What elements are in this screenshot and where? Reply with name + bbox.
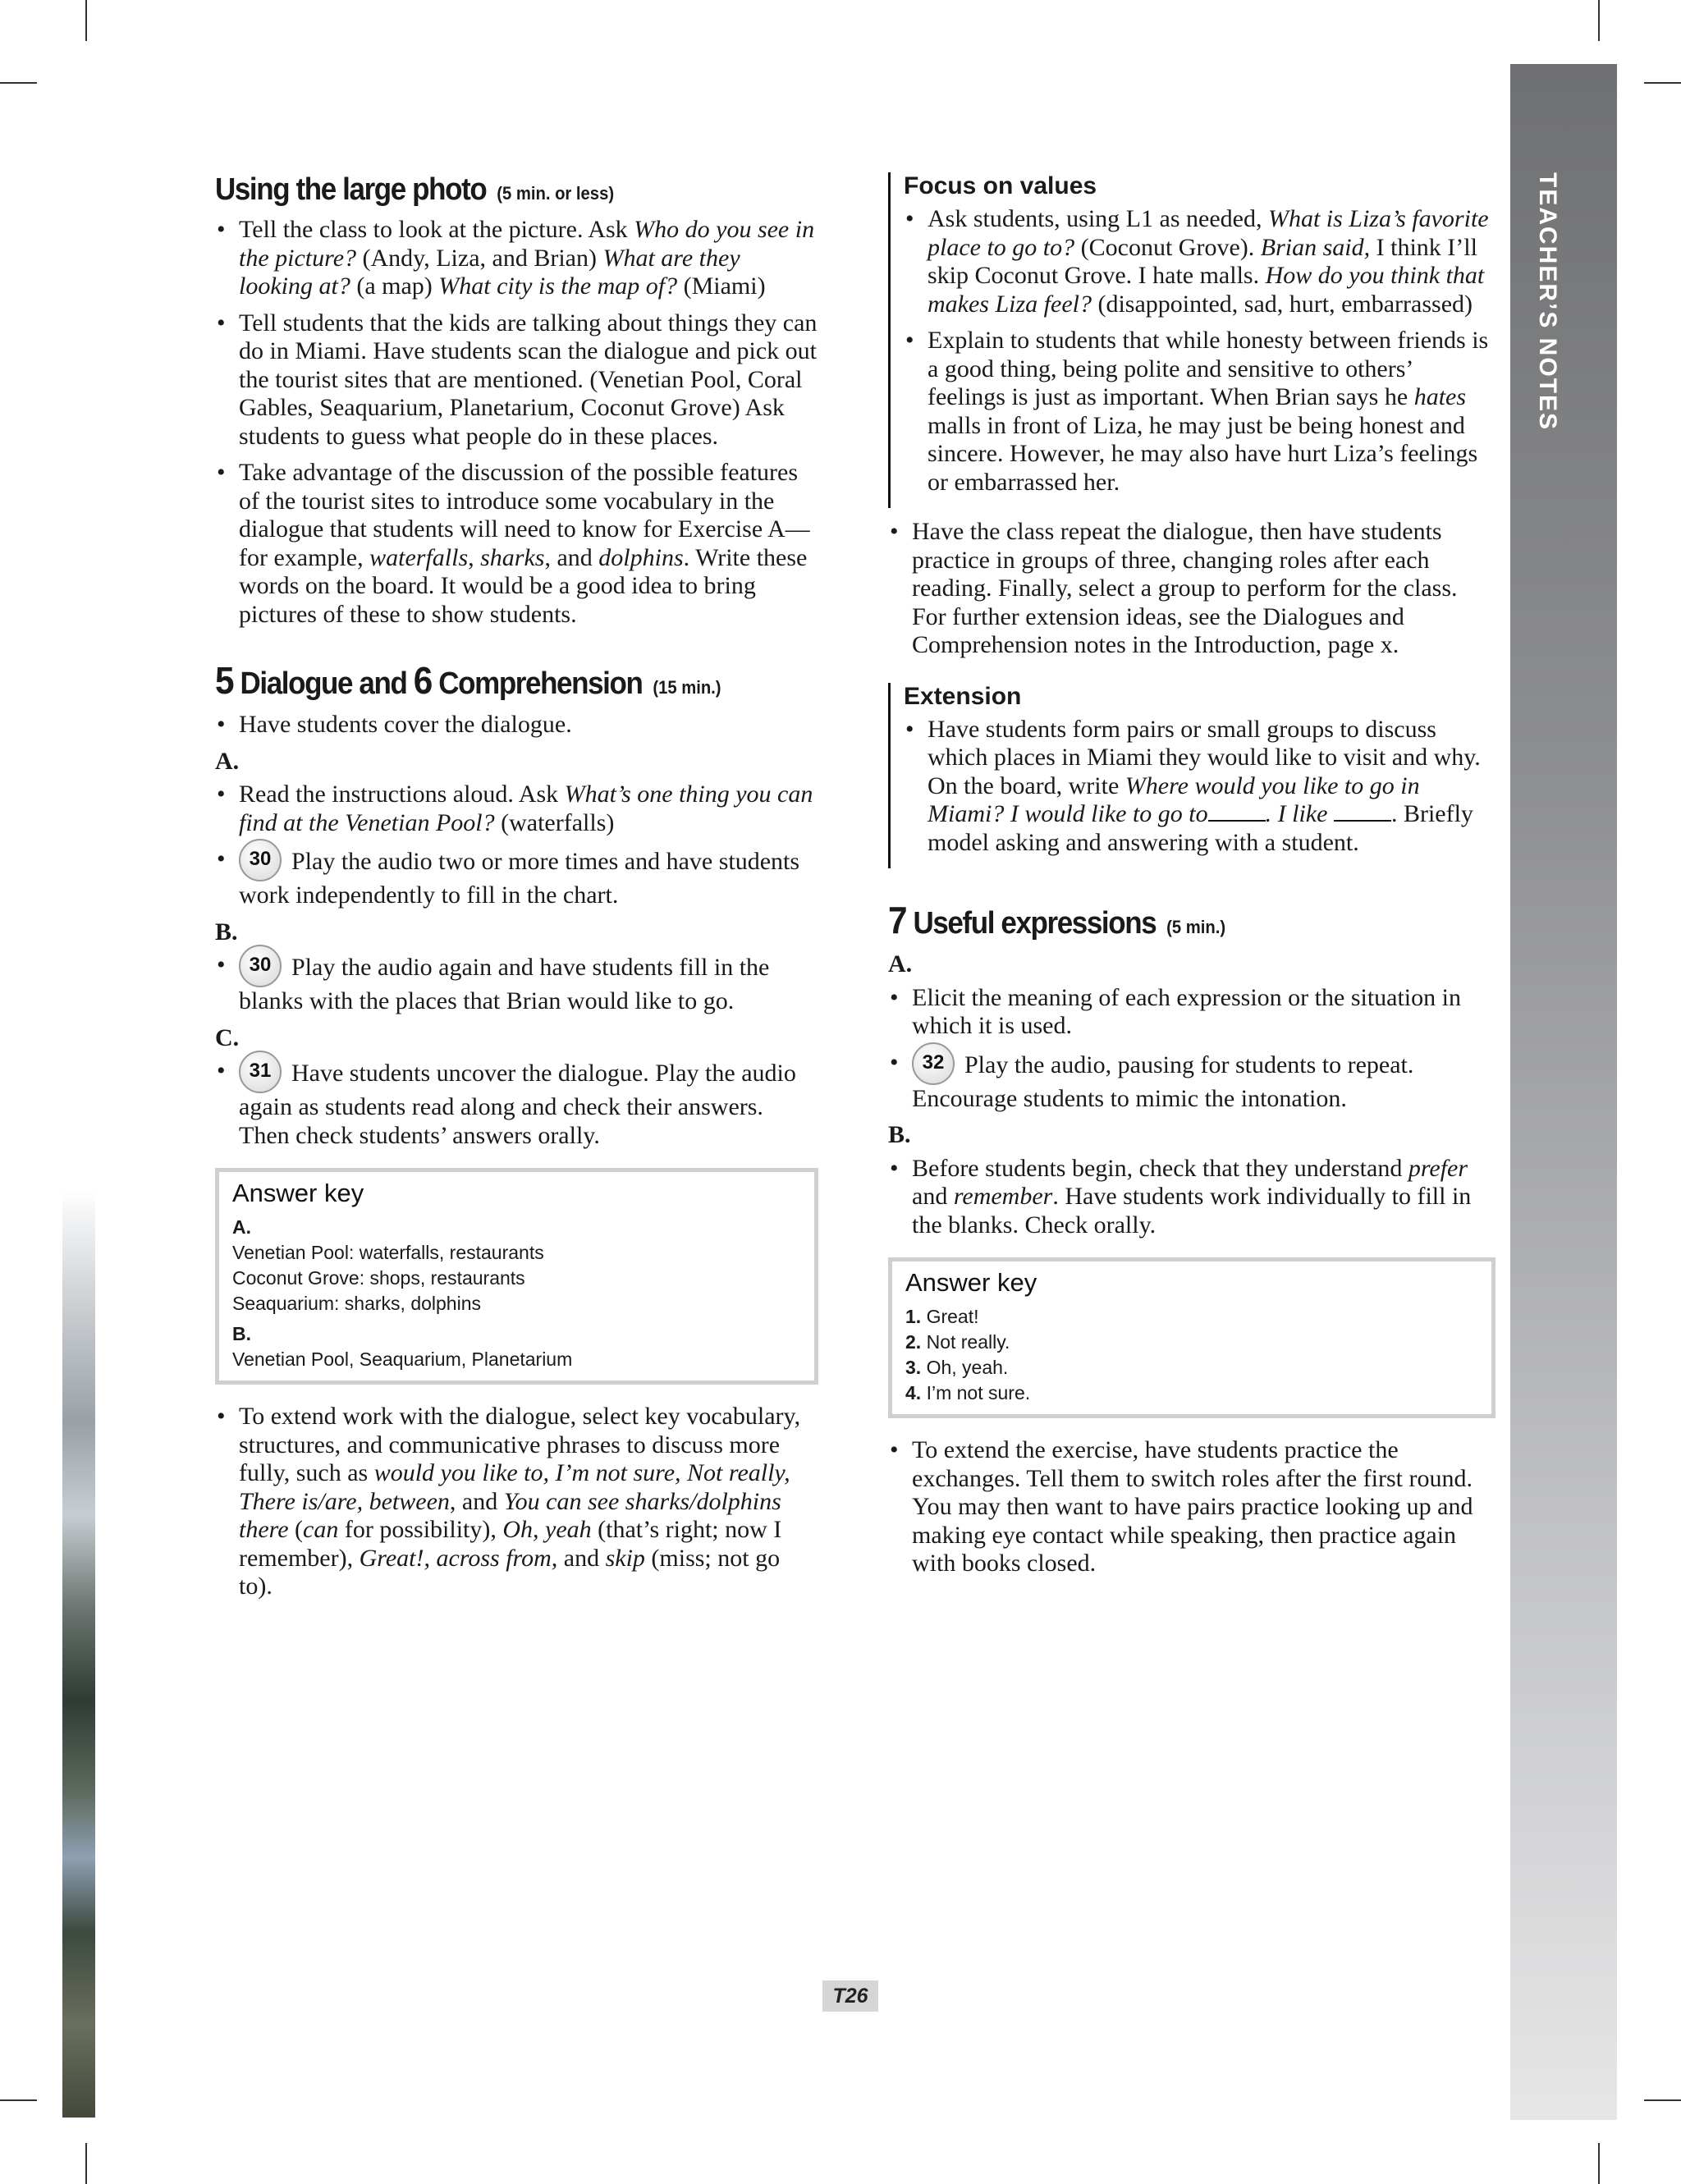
subsection-label: A.	[888, 950, 913, 978]
bullet: • Tell students that the kids are talking about things they can do in Miami. Have students scan the dialogue and pick out the tourist sites that are mentioned. (Venetian Pool, Coral Gables, Seaquarium, Planetarium, Coconut Grove) Ask students to guess what people do in these places.	[215, 309, 818, 451]
section-heading: 7 Useful expressions (5 min.)	[888, 899, 1226, 941]
fill-blank	[1208, 804, 1266, 822]
bullet: • 31 Have students uncover the dialogue. Play the audio again as students read along and check their answers. Then check students’ answers orally.	[215, 1057, 818, 1150]
crop-mark	[85, 2143, 87, 2184]
answer-line: Coconut Grove: shops, restaurants	[232, 1267, 525, 1289]
answer-line: 2. Not really.	[905, 1331, 1010, 1353]
audio-track-icon[interactable]: 30	[239, 839, 282, 881]
bullet: • 30 Play the audio two or more times and have students work independently to fill in the chart.	[215, 845, 818, 910]
bullet: • To extend the exercise, have students practice the exchanges. Tell them to switch roles after the first round. You may then want to have pairs practice looking up and making eye contact while speaking, then practice again with books closed.	[888, 1436, 1495, 1578]
teachers-notes-label: TEACHER’S NOTES	[1534, 172, 1561, 432]
photo-edge-strip	[62, 1190, 95, 2118]
right-column	[888, 172, 1495, 1586]
bullet: • Have students cover the dialogue.	[215, 711, 818, 739]
crop-mark	[1644, 2099, 1681, 2101]
crop-mark	[0, 2099, 37, 2101]
audio-track-icon[interactable]: 31	[239, 1051, 282, 1093]
answer-key-box	[888, 1257, 1495, 1418]
teachers-notes-tab	[1510, 64, 1617, 2120]
bullet: • Read the instructions aloud. Ask What’s one thing you can find at the Venetian Pool? (waterfalls)	[215, 781, 818, 837]
crop-mark	[0, 82, 37, 84]
box-title: Focus on values	[904, 172, 1097, 199]
subsection-label: C.	[215, 1023, 240, 1051]
large-photo-section	[215, 172, 818, 629]
bullet: • Before students begin, check that they understand prefer and remember. Have students work individually to fill in the blanks. Check orally.	[888, 1155, 1495, 1240]
answer-line: 4. I’m not sure.	[905, 1382, 1031, 1403]
answer-key-title: Answer key	[232, 1179, 364, 1207]
answer-key-box: Answer key A. Venetian Pool: waterfalls, restaurants Coconut Grove: shops, restaurants Seaquarium: sharks, dolphins B. Venetian Pool, Seaquarium, Planetarium	[215, 1168, 818, 1385]
crop-mark	[1598, 0, 1600, 41]
section-heading: 5 Dialogue and 6 Comprehension (15 min.)	[215, 659, 721, 702]
box-title: Extension	[904, 682, 1022, 710]
left-column	[215, 172, 818, 1609]
bullet: • 30 Play the audio again and have students fill in the blanks with the places that Brian would like to go.	[215, 951, 818, 1016]
bullet: • Have students form pairs or small groups to discuss which places in Miami they would like to visit and why. On the board, write Where would you like to go in Miami? I would like to go to . I like . Briefly model asking and answering with a student.	[904, 716, 1495, 858]
audio-track-icon[interactable]: 30	[239, 945, 282, 987]
focus-on-values-box	[888, 172, 1495, 508]
crop-mark	[1644, 82, 1681, 84]
audio-track-icon[interactable]: 32	[912, 1042, 955, 1085]
subsection-label: B.	[215, 918, 238, 945]
bullet: • Take advantage of the discussion of the possible features of the tourist sites to introduce some vocabulary in the dialogue that students will need to know for Exercise A—for example, waterfalls, sharks, and dolphins. Write these words on the board. It would be a good idea to bring pictures of these to show students.	[215, 459, 818, 629]
answer-key-title: Answer key	[905, 1268, 1037, 1297]
bullet: • Tell the class to look at the picture. Ask Who do you see in the picture? (Andy, Liza, and Brian) What are they looking at? (a map) What city is the map of? (Miami)	[215, 216, 818, 301]
answer-line: Venetian Pool, Seaquarium, Planetarium	[232, 1348, 573, 1370]
answer-line: Seaquarium: sharks, dolphins	[232, 1293, 481, 1314]
bullet: • 32 Play the audio, pausing for students to repeat. Encourage students to mimic the intonation.	[888, 1049, 1495, 1114]
useful-expressions-section	[888, 898, 1495, 1239]
extension-box	[888, 683, 1495, 869]
crop-mark	[1598, 2143, 1600, 2184]
subsection-label: B.	[888, 1121, 911, 1148]
answer-line: 3. Oh, yeah.	[905, 1357, 1009, 1378]
page-number: T26	[822, 1980, 878, 2012]
bullet: • Elicit the meaning of each expression or the situation in which it is used.	[888, 984, 1495, 1041]
answer-line: Venetian Pool: waterfalls, restaurants	[232, 1242, 544, 1263]
answer-line: 1. Great!	[905, 1306, 979, 1327]
bullet: • Ask students, using L1 as needed, What is Liza’s favorite place to go to? (Coconut Grove). Brian said, I think I’ll skip Coconut Grove. I hate malls. How do you think that makes Liza feel? (disappointed, sad, hurt, embarrassed)	[904, 205, 1495, 318]
dialogue-section	[215, 658, 818, 1150]
bullet: • Have the class repeat the dialogue, then have students practice in groups of three, changing roles after each reading. Finally, select a group to perform for the class. For further extension ideas, see the Dialogues and Comprehension notes in the Introduction, page x.	[888, 518, 1495, 660]
bullet: • To extend work with the dialogue, select key vocabulary, structures, and communicative phrases to discuss more fully, such as would you like to, I’m not sure, Not really, There is/are, between, and You can see sharks/dolphins there (can for possibility), Oh, yeah (that’s right; now I remember), Great!, across from, and skip (miss; not go to).	[215, 1403, 818, 1601]
crop-mark	[85, 0, 87, 41]
section-heading: Using the large photo (5 min. or less)	[215, 172, 615, 207]
subsection-label: A.	[215, 747, 240, 775]
fill-blank	[1334, 804, 1391, 822]
bullet: • Explain to students that while honesty between friends is a good thing, being polite and sensitive to others’ feelings is just as important. When Brian says he hates malls in front of Liza, he may just be being honest and sincere. However, he may also have hurt Liza’s feelings or embarrassed her.	[904, 327, 1495, 497]
